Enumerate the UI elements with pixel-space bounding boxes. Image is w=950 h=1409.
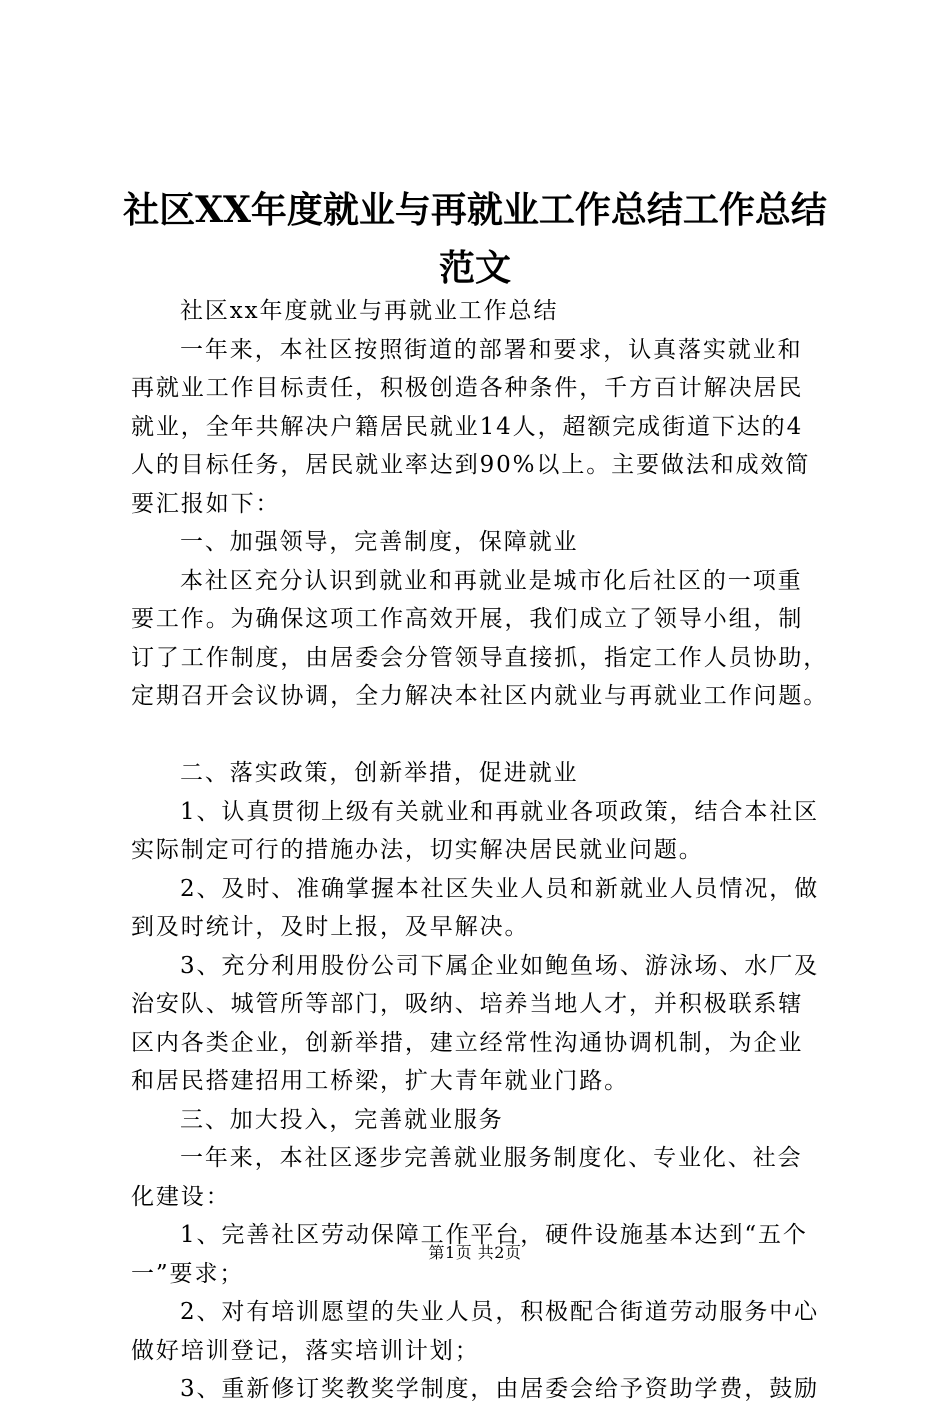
paragraph-line: 本社区充分认识到就业和再就业是城市化后社区的一项重: [180, 567, 803, 594]
paragraph-line: [131, 716, 843, 755]
paragraph-line: 和居民搭建招用工桥梁，扩大青年就业门路。: [131, 1068, 629, 1094]
paragraph-line: 化建设：: [131, 1183, 231, 1210]
paragraph-line: 治安队、城管所等部门，吸纳、培养当地人才，并积极联系辖: [131, 991, 804, 1017]
paragraph-line: 区内各类企业，创新举措，建立经常性沟通协调机制，为企业: [131, 1029, 804, 1056]
paragraph-line: 3、充分利用股份公司下属企业如鲍鱼场、游泳场、水厂及: [180, 952, 820, 979]
paragraph-line: 要工作。为确保这项工作高效开展，我们成立了领导小组，制: [131, 606, 804, 632]
paragraph-line: 做好培训登记，落实培训计划；: [131, 1337, 480, 1364]
paragraph-line: 到及时统计，及时上报，及早解决。: [131, 914, 530, 940]
paragraph-line: 就业，全年共解决户籍居民就业14人，超额完成街道下达的4: [131, 413, 804, 440]
paragraph-line: 一年来，本社区逐步完善就业服务制度化、专业化、社会: [180, 1145, 803, 1171]
document-title-line-1: 社区XX年度就业与再就业工作总结工作总结: [123, 189, 827, 231]
paragraph-line: 再就业工作目标责任，积极创造各种条件，千方百计解决居民: [131, 375, 804, 401]
paragraph-line: 订了工作制度，由居委会分管领导直接抓，指定工作人员协助，: [131, 644, 829, 671]
paragraph-line: 人的目标任务，居民就业率达到90%以上。主要做法和成效简: [131, 452, 811, 478]
paragraph-line: 3、重新修订奖教奖学制度，由居委会给予资助学费，鼓励: [180, 1376, 820, 1402]
paragraph-line: 二、落实政策，创新举措，促进就业: [180, 760, 579, 786]
paragraph-line: 要汇报如下：: [131, 490, 281, 517]
document-title-line-2: 范文: [438, 247, 511, 289]
paragraph-line: 1、完善社区劳动保障工作平台，硬件设施基本达到“五个: [180, 1222, 808, 1248]
paragraph-line: 一年来，本社区按照街道的部署和要求，认真落实就业和: [180, 336, 803, 363]
page-footer: 第1页 共2页: [428, 1243, 522, 1262]
paragraph-line: 2、及时、准确掌握本社区失业人员和新就业人员情况，做: [180, 875, 820, 902]
paragraph-line: 2、对有培训愿望的失业人员，积极配合街道劳动服务中心: [180, 1299, 820, 1325]
paragraph-line: 实际制定可行的措施办法，切实解决居民就业问题。: [131, 837, 704, 863]
paragraph-line: 一”要求；: [131, 1260, 245, 1287]
paragraph-line: 社区xx年度就业与再就业工作总结: [180, 298, 559, 324]
paragraph-line: 三、加大投入，完善就业服务: [180, 1106, 504, 1133]
paragraph-line: 1、认真贯彻上级有关就业和再就业各项政策，结合本社区: [180, 798, 820, 825]
paragraph-line: 定期召开会议协调，全力解决本社区内就业与再就业工作问题。: [131, 683, 829, 709]
paragraph-line: 一、加强领导，完善制度，保障就业: [180, 529, 579, 555]
